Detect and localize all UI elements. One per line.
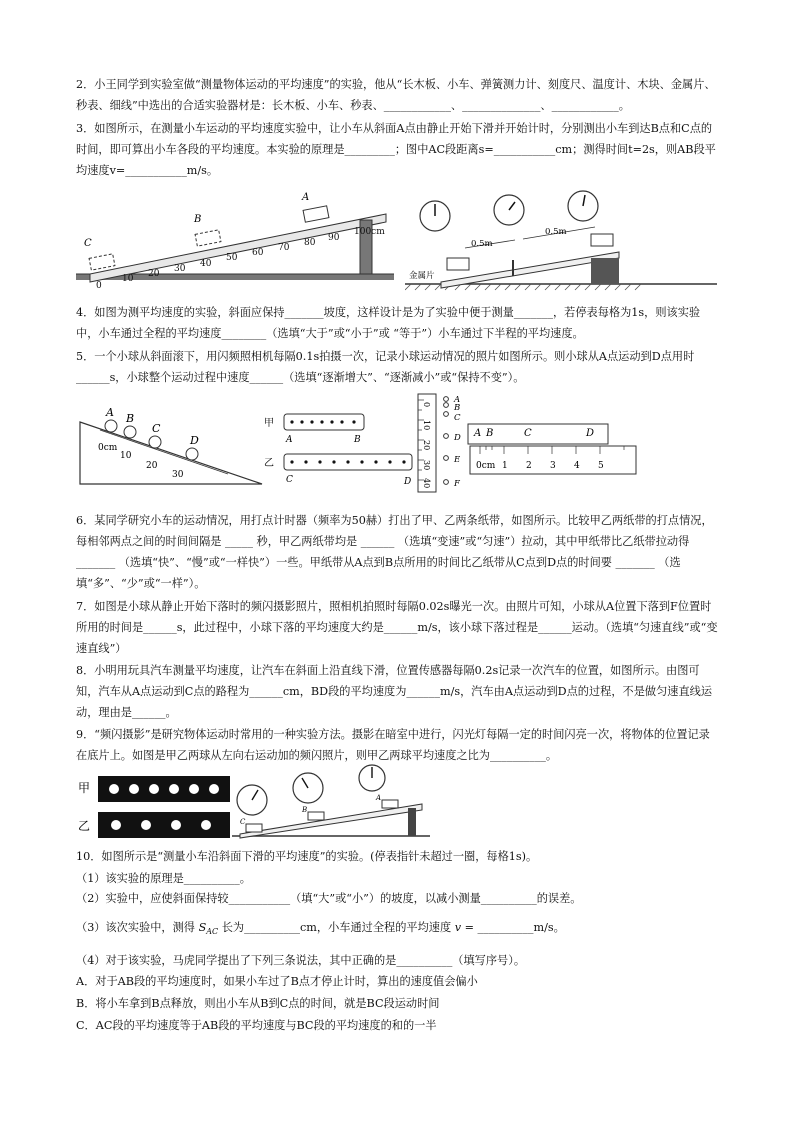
point-e: E [454,455,461,465]
tick-label: 0 [422,402,431,408]
point-b: B [354,435,361,445]
ball-c [149,436,161,448]
question-10: 10．如图所示是“测量小车沿斜面下滑的平均速度”的实验。(停表指针未超过一圈，每格1s)。 [76,850,538,863]
point-f: F [454,479,460,489]
tick-label: 50 [226,253,238,263]
point-b: B [302,806,308,814]
point-b: B [126,412,135,425]
symbol-v: v [454,921,462,934]
point-a: A [286,435,293,445]
incline-board [90,214,386,282]
tape-jia [284,414,364,430]
point-d: D [454,433,461,443]
point-d: D [404,477,412,487]
cart-b [195,230,221,246]
question-3: 3．如图所示，在测量小车运动的平均速度实验中，让小车从斜面A点由静止开始下滑并开始计时，分别测出小车到达B点和C点的时间，即可算出小车各段的平均速度。本实验的原理是_________；图中AC段距离s=___________cm；测得时间t=2s，则AB段平均速度v=___________m/s。 [76,122,716,177]
tick-label: 80 [304,238,316,248]
point-a: A [474,428,482,439]
tick-label: 2 [526,461,532,471]
distance-label-1: 0.5m [471,239,493,249]
tick-label: 1 [502,461,508,471]
option-c: C．AC段的平均速度等于AB段的平均速度与BC段的平均速度的和的一半 [76,1019,437,1032]
cart-a [303,206,329,222]
tick-label: 40 [200,259,212,269]
figure-6-paper-tapes [262,408,418,488]
question-4: 4．如图为测平均速度的实验，斜面应保持_______坡度，这样设计是为了实验中便于测量_______，若停表每格为1s，则该实验中，小车通过全程的平均速度________（选填“大于”或“小于”或 “等于”）小车通过下半程的平均速度。 [76,306,701,340]
question-2: 2．小王同学到实验室做“测量物体运动的平均速度”的实验，他从“长木板、小车、弹簧测力计、刻度尺、温度计、木块、金属片、秒表、细线”中选出的合适实验器材是：长木板、小车、秒表、____________、______________、____________。 [76,78,716,112]
strip-yi-label: 乙 [78,819,91,833]
point-a: A [106,406,114,419]
figure-10-incline [232,764,432,842]
tick-label: 30 [422,460,431,471]
point-c: C [454,413,461,423]
text-segment: = __________m/s。 [464,921,565,934]
tick-label: 4 [574,461,580,471]
point-c: C [84,238,92,249]
figure-5-ball-incline [78,400,268,488]
tick-label: 10 [422,420,431,431]
point-d: D [190,434,199,447]
point-a: A [376,794,382,802]
question-7: 7．如图是小球从静止开始下落时的频闪摄影照片，照相机拍照时每隔0.02s曝光一次。由照片可知，小球从A位置下落到F位置时所用的时间是______s，此过程中，小球下落的平均速度大约是______m/s，该小球下落过程是______运动。（选填“匀速直线”或“变速直线”） [76,600,718,655]
block [408,808,416,836]
point-c: C [286,475,293,485]
cart-c [89,254,115,270]
tick-label: 20 [148,269,160,279]
tick-label: 30 [174,264,186,274]
point-c: C [152,422,161,435]
tick-label: 40 [422,478,431,489]
symbol-s: S [198,921,207,934]
tick-label: 5 [598,461,604,471]
text-segment: 长为__________cm，小车通过全程的平均速度 [221,921,452,934]
tick-label: 70 [278,243,290,253]
tape-jia-label: 甲 [264,418,274,429]
question-6: 6．某同学研究小车的运动情况，用打点计时器（频率为50赫）打出了甲、乙两条纸带，如图所示。比较甲乙两纸带的打点情况，每相邻两点之间的时间间隔是 _____ 秒，甲乙两纸带均是 ______ （选填“变速”或“匀速”）拉动，其中甲纸带比乙纸带拉动得 _______ （选填“快”、“慢”或“一样快”）一些。甲纸带从A点到B点所用的时间比乙纸带从C点到D点的时间要 _______ （选填“多”、“少”或“一样”）。 [76,514,713,590]
tick-label: 30 [172,470,184,480]
tick-label: 10 [122,274,134,284]
question-10-part-1: （1）该实验的原理是__________。 [76,872,251,885]
figure-3-incline [76,192,406,290]
tick-label: 20 [422,440,431,451]
figure-9-flash-photos [76,770,236,842]
cart-a [382,800,398,808]
point-b: B [194,214,202,225]
question-5: 5．一个小球从斜面滚下，用闪频照相机每隔0.1s拍摄一次，记录小球运动情况的照片如图所示。则小球从A点运动到D点用时______s，小球整个运动过程中速度______（选填“逐渐增大”、“逐渐减小”或“保持不变”）。 [76,350,695,384]
symbol-s-subscript: AC [206,927,219,937]
tick-label: 100cm [354,227,385,237]
tick-label: 0cm [98,443,118,453]
cart-b [308,812,324,820]
tick-label: 60 [252,248,264,258]
point-c: C [240,818,246,826]
tick-label: 0cm [476,461,496,471]
point-c: C [524,428,532,439]
tick-label: 90 [328,233,340,243]
cart-bottom [447,258,469,270]
ball-a [105,420,117,432]
option-b: B．将小车拿到B点释放，则出小车从B到C点的时间，就是BC段运动时间 [76,997,440,1010]
question-10-part-2: （2）实验中，应使斜面保持较___________（填“大”或“小”）的坡度，以减小测量__________的误差。 [76,892,582,905]
tick-label: 20 [146,461,158,471]
point-d: D [586,428,595,439]
option-a: A．对于AB段的平均速度时，如果小车过了B点才停止计时，算出的速度值会偏小 [76,975,478,988]
cart-c [246,824,262,832]
question-9: 9．“频闪摄影”是研究物体运动时常用的一种实验方法。摄影在暗室中进行，闪光灯每隔一定的时间闪亮一次，将物体的位置记录在底片上。如图是甲乙两球从左向右运动加的频闪照片，则甲乙两球平均速度之比为__________。 [76,728,710,762]
distance-label-2: 0.5m [545,227,567,237]
block [591,258,619,284]
figure-4-stopwatches [405,190,717,294]
metal-plate-label: 金属片 [409,271,435,281]
point-b: B [454,403,461,413]
point-a: A [302,192,310,203]
ball-d [186,448,198,460]
tick-label: 3 [550,461,556,471]
figure-7-falling-ball [414,392,468,494]
question-10-part-4: （4）对于该实验，马虎同学提出了下列三条说法，其中正确的是__________（填写序号）。 [76,954,526,967]
tick-label: 10 [120,451,132,461]
question-10-part-3 [76,917,720,942]
question-8: 8．小明用玩具汽车测量平均速度，让汽车在斜面上沿直线下滑，位置传感器每隔0.2s记录一次汽车的位置，如图所示。由图可知，汽车从A点运动到C点的路程为______cm，BD段的平均速度为______m/s，汽车由A点运动到D点的过程，不是做匀速直线运动，理由是______。 [76,664,713,719]
text-segment: （3）该次实验中，测得 [76,921,195,934]
strip-jia-label: 甲 [78,781,91,795]
point-a: A [454,395,461,405]
tape-yi-label: 乙 [264,458,274,469]
figure-8-ruler [466,420,640,484]
point-b: B [486,428,494,439]
ball-b [124,426,136,438]
tick-label: 0 [96,281,102,290]
cart-top [591,234,613,246]
